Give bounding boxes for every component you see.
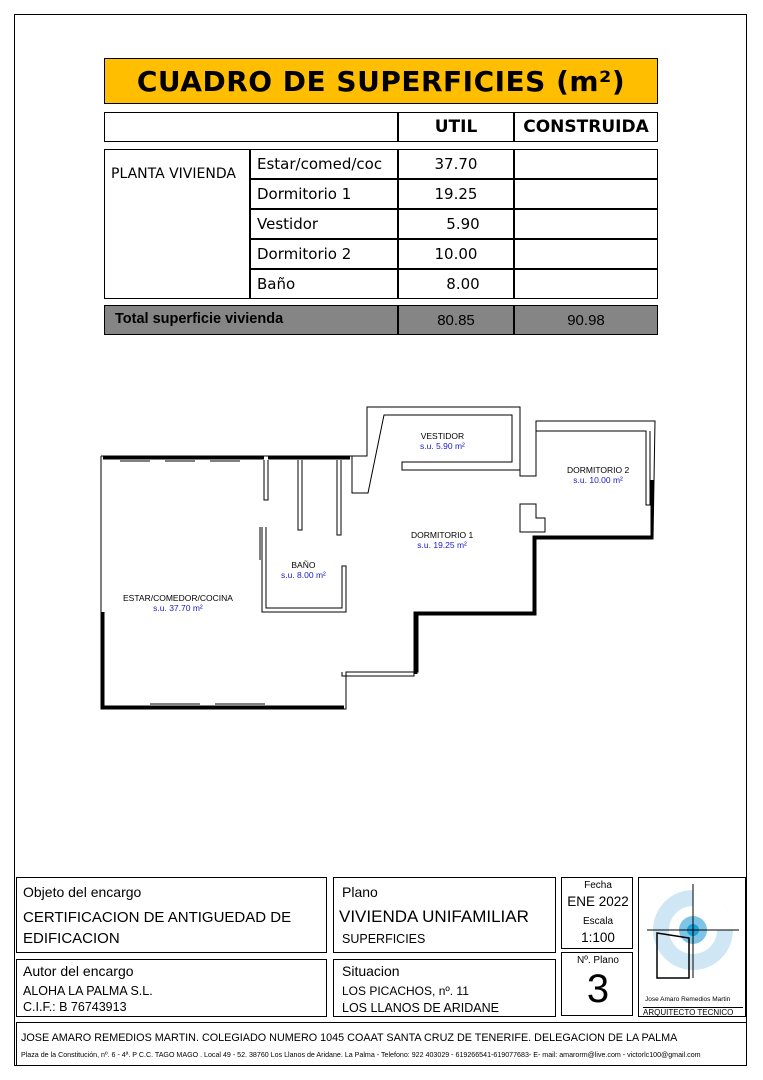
surfaces-title: CUADRO DE SUPERFICIES (m²) (136, 64, 626, 98)
objeto-label: Objeto del encargo (23, 884, 142, 900)
table-row-name: Baño (250, 269, 398, 299)
nplano-value: 3 (586, 967, 610, 1011)
room-label-dormitorio-1: DORMITORIO 1 s.u. 19.25 m² (411, 530, 474, 550)
escala-label: Escala (582, 916, 613, 927)
total-construida: 90.98 (567, 311, 605, 329)
logo-role: ARQUITECTO TECNICO (643, 1007, 743, 1017)
table-row-util: 8.00 (398, 269, 514, 299)
autor-line2: C.I.F.: B 76743913 (23, 1000, 127, 1014)
logo-box (638, 877, 746, 1017)
partition-wall-b (298, 460, 302, 530)
room-label-bano: BAÑO s.u. 8.00 m² (281, 560, 326, 580)
fecha-value: ENE 2022 (567, 894, 629, 909)
table-row-util: 37.70 (398, 149, 514, 179)
plan-outline-thin (101, 407, 655, 709)
situacion-line2: LOS LLANOS DE ARIDANE (342, 1001, 500, 1015)
room-label-dormitorio-2: DORMITORIO 2 s.u. 10.00 m² (567, 465, 630, 485)
exterior-wall-left (103, 612, 344, 707)
nplano-box (561, 952, 633, 1016)
autor-line1: ALOHA LA PALMA S.L. (23, 984, 153, 998)
situacion-box (333, 959, 556, 1017)
dormitorio2-outline (536, 421, 650, 505)
table-row-name: Dormitorio 2 (250, 239, 398, 269)
objeto-line2: EDIFICACION (23, 930, 120, 947)
fecha-label: Fecha (584, 880, 612, 891)
nplano-label: Nº. Plano (576, 955, 619, 966)
partition-wall-c (337, 460, 341, 535)
objeto-line1: CERTIFICACION DE ANTIGUEDAD DE (23, 909, 292, 926)
table-row-util: 19.25 (398, 179, 514, 209)
room-label-estar: ESTAR/COMEDOR/COCINA s.u. 37.70 m² (123, 593, 233, 613)
footer-box (16, 1022, 747, 1066)
situacion-label: Situacion (342, 963, 400, 979)
plano-sub: SUPERFICIES (342, 932, 426, 946)
table-row-name: Dormitorio 1 (250, 179, 398, 209)
partition-wall-a (264, 460, 268, 500)
autor-label: Autor del encargo (23, 963, 134, 979)
total-util: 80.85 (437, 311, 475, 329)
table-row-util: 10.00 (398, 239, 514, 269)
table-row-util: 5.90 (398, 209, 514, 239)
table-row-name: Estar/comed/coc (250, 149, 398, 179)
plano-box (333, 877, 556, 953)
autor-box (16, 959, 327, 1017)
col-construida-label: CONSTRUIDA (523, 117, 649, 137)
footer-main: JOSE AMARO REMEDIOS MARTIN. COLEGIADO NUMERO 1045 COAAT SANTA CRUZ DE TENERIFE. DELEGACION DE LA PALMA (21, 1032, 678, 1044)
total-label: Total superficie vivienda (115, 311, 284, 327)
fecha-escala-box (561, 877, 633, 949)
col-util-label: UTIL (434, 117, 478, 137)
plano-label: Plano (342, 884, 378, 900)
plano-value: VIVIENDA UNIFAMILIAR (339, 907, 529, 926)
escala-value: 1:100 (581, 930, 615, 945)
room-label-vestidor: VESTIDOR s.u. 5.90 m² (420, 431, 465, 451)
footer-address: Plaza de la Constitución, nº. 6 - 4ª. P C.C. TAGO MAGO . Local 49 - 52. 38760 Los Llanos de Aridane. La Palma - Telefono: 922 403029 - 619266541-619077683- E- mail: amarorm@live.com - victorlc100@gmail.com (21, 1051, 701, 1059)
situacion-line1: LOS PICACHOS, nº. 11 (342, 984, 469, 998)
stepped-wall-inner (342, 612, 532, 676)
group-label: PLANTA VIVIENDA (111, 166, 236, 182)
objeto-box (16, 877, 327, 953)
exterior-wall-right (416, 480, 652, 674)
table-row-name: Vestidor (250, 209, 398, 239)
column-block (520, 504, 545, 532)
logo-name: Jose Amaro Remedios Martin (645, 996, 731, 1003)
